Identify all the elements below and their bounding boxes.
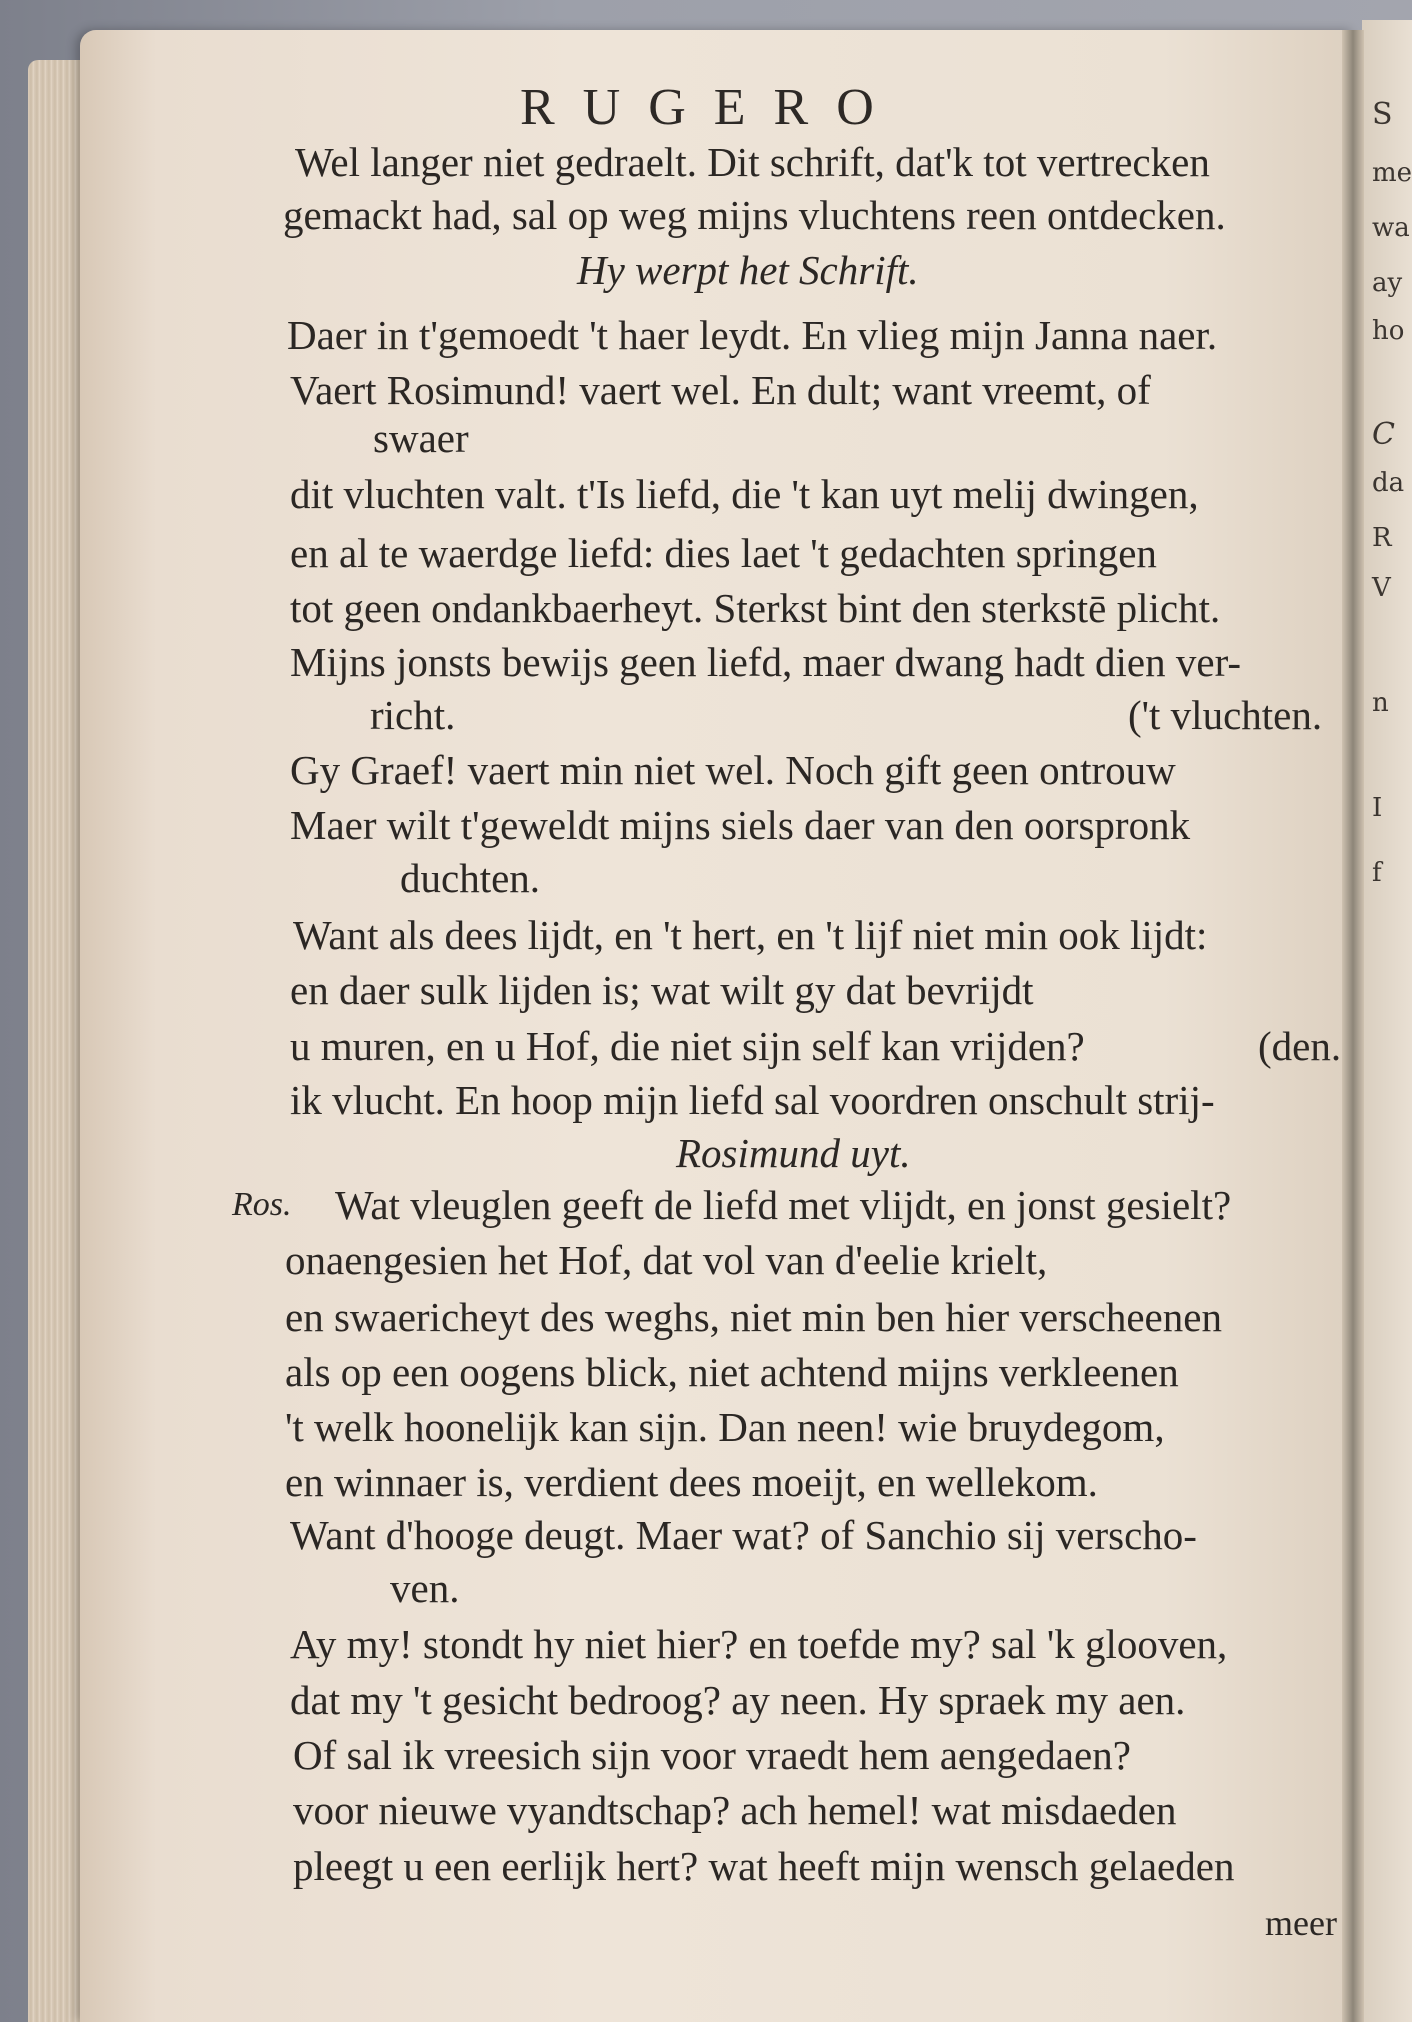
verse-line: voor nieuwe vyandtschap? ach hemel! wat misdaeden xyxy=(293,1787,1177,1833)
verse-line: duchten. xyxy=(400,855,541,901)
verse-line: ('t vluchten. xyxy=(1128,692,1323,738)
stage-direction: Hy werpt het Schrift. xyxy=(577,247,919,293)
verse-line: Wat vleuglen geeft de liefd met vlijdt, en jonst gesielt? xyxy=(335,1182,1232,1228)
verse-line: u muren, en u Hof, die niet sijn self kan vrijden? xyxy=(290,1023,1085,1069)
facing-fragment: R xyxy=(1372,523,1392,553)
verse-line: pleegt u een eerlijk hert? wat heeft mijn wensch gelaeden xyxy=(293,1843,1235,1889)
book-gutter xyxy=(1342,30,1364,2022)
verse-line: 't welk hoonelijk kan sijn. Dan neen! wie bruydegom, xyxy=(285,1404,1165,1450)
facing-fragment: I xyxy=(1372,793,1383,823)
verse-line: (den. xyxy=(1258,1023,1342,1069)
verse-line: en daer sulk lijden is; wat wilt gy dat bevrijdt xyxy=(290,967,1034,1013)
facing-fragment: me xyxy=(1372,158,1412,188)
verse-line: Want d'hooge deugt. Maer wat? of Sanchio sij verscho- xyxy=(290,1512,1197,1558)
facing-fragment: ay xyxy=(1372,268,1403,298)
verse-line: ik vlucht. En hoop mijn liefd sal voordren onschult strij- xyxy=(290,1077,1215,1123)
verse-line: tot geen ondankbaerheyt. Sterkst bint den sterkstē plicht. xyxy=(290,585,1221,631)
facing-fragment: da xyxy=(1372,468,1405,498)
verse-line: Ay my! stondt hy niet hier? en toefde my? sal 'k glooven, xyxy=(290,1621,1228,1667)
verse-line: en al te waerdge liefd: dies laet 't gedachten springen xyxy=(290,530,1157,576)
verse-line: ven. xyxy=(390,1565,460,1611)
verse-line: Gy Graef! vaert min niet wel. Noch gift geen ontrouw xyxy=(290,747,1176,793)
verse-line: gemackt had, sal op weg mijns vluchtens reen ontdecken. xyxy=(283,192,1226,238)
verse-line: Vaert Rosimund! vaert wel. En dult; want vreemt, of xyxy=(290,367,1151,413)
facing-fragment: n xyxy=(1372,688,1389,718)
verse-line: onaengesien het Hof, dat vol van d'eelie krielt, xyxy=(285,1237,1048,1283)
verse-line: als op een oogens blick, niet achtend mijns verkleenen xyxy=(285,1349,1179,1395)
stage-direction: Rosimund uyt. xyxy=(676,1130,911,1176)
verse-line: dat my 't gesicht bedroog? ay neen. Hy spraek my aen. xyxy=(290,1677,1186,1723)
catchword: meer xyxy=(1265,1903,1337,1943)
speaker-label: Ros. xyxy=(232,1186,292,1223)
facing-fragment: f xyxy=(1372,858,1382,888)
verse-line: Mijns jonsts bewijs geen liefd, maer dwang hadt dien ver- xyxy=(290,639,1242,685)
verse-line: Daer in t'gemoedt 't haer leydt. En vlieg mijn Janna naer. xyxy=(287,312,1218,358)
facing-fragment: V xyxy=(1372,573,1391,603)
running-head: RUGERO xyxy=(520,79,902,136)
facing-fragment: ho xyxy=(1372,316,1405,346)
verse-line: en winnaer is, verdient dees moeijt, en wellekom. xyxy=(285,1459,1098,1505)
facing-fragment: wa xyxy=(1372,213,1410,243)
verse-line: swaer xyxy=(373,415,469,461)
verse-line: Want als dees lijdt, en 't hert, en 't lijf niet min ook lijdt: xyxy=(293,912,1208,958)
verse-line: Of sal ik vreesich sijn voor vraedt hem aengedaen? xyxy=(293,1732,1131,1778)
verse-line: richt. xyxy=(370,692,456,738)
facing-fragment: S xyxy=(1372,97,1393,132)
verse-line: dit vluchten valt. t'Is liefd, die 't kan uyt melij dwingen, xyxy=(290,471,1199,517)
verse-line: Maer wilt t'geweldt mijns siels daer van den oorspronk xyxy=(290,802,1191,848)
verse-line: Wel langer niet gedraelt. Dit schrift, dat'k tot vertrecken xyxy=(295,139,1210,185)
facing-fragment: C xyxy=(1372,417,1395,452)
verse-line: en swaericheyt des weghs, niet min ben hier verscheenen xyxy=(285,1294,1222,1340)
